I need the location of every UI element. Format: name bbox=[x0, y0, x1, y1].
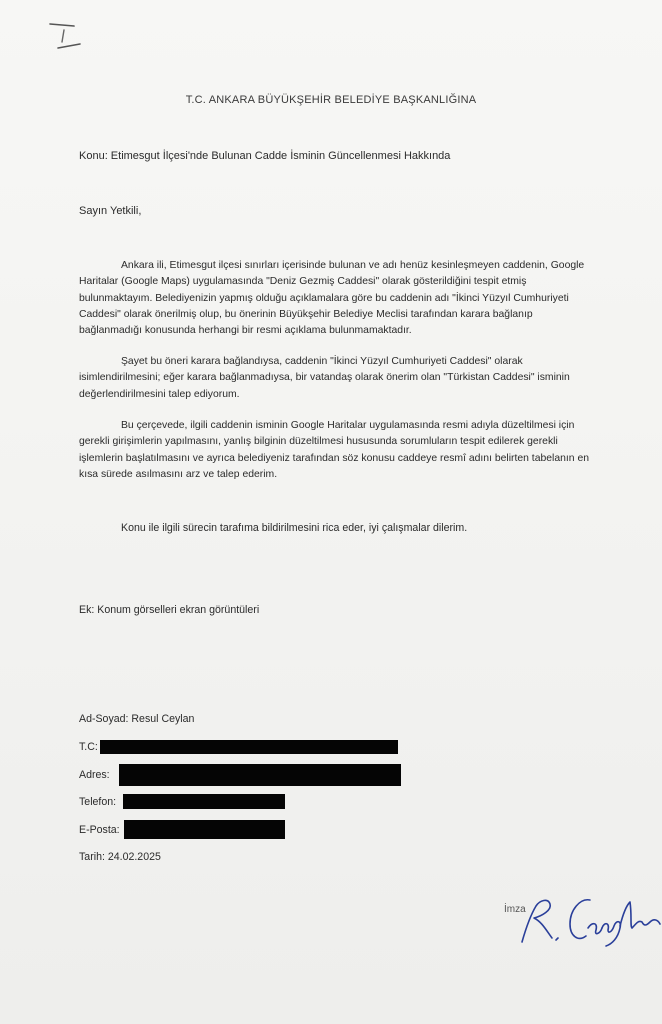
closing-line: Konu ile ilgili sürecin tarafıma bildirilmesini rica eder, iyi çalışmalar dilerim. bbox=[121, 522, 468, 534]
body-paragraph-2: Şayet bu öneri karara bağlandıysa, caddenin "İkinci Yüzyıl Cumhuriyeti Caddesi" olarak isimlendirilmesini; eğer karara bağlanmadıysa, bir vatandaş olarak önerim olan "Türkistan Caddesi" isminin değerlendirilmesini talep ediyorum. bbox=[79, 356, 570, 400]
redaction-bar-tc bbox=[100, 740, 398, 754]
attachment-note: Ek: Konum görselleri ekran görüntüleri bbox=[79, 604, 260, 616]
sender-name: Ad-Soyad: Resul Ceylan bbox=[79, 713, 195, 725]
pen-marks bbox=[44, 20, 84, 60]
salutation: Sayın Yetkili, bbox=[79, 205, 142, 217]
document-title: T.C. ANKARA BÜYÜKŞEHİR BELEDİYE BAŞKANLIĞINA bbox=[185, 94, 477, 106]
phone-label: Telefon: bbox=[79, 796, 117, 808]
address-label: Adres: bbox=[79, 769, 110, 781]
signature-label: İmza bbox=[504, 904, 526, 915]
body-paragraph-3: Bu çerçevede, ilgili caddenin isminin Google Haritalar uygulamasında resmi adıyla düzeltilmesi için gerekli girişimlerin yapılmasını, yanlış bilginin düzeltilmesi hususunda sorumluların tespit edilerek gerekli işlemlerin başlatılmasını ve ayrıca belediyeniz tarafından söz konusu caddeye resmî adını belirten tabelanın en kısa sürede asılmasını arz ve talep ederim. bbox=[79, 420, 590, 480]
handwritten-signature bbox=[512, 880, 662, 950]
subject-line: Konu: Etimesgut İlçesi'nde Bulunan Cadde İsminin Güncellenmesi Hakkında bbox=[79, 150, 451, 162]
email-label: E-Posta: bbox=[79, 824, 120, 836]
redaction-bar-email bbox=[124, 820, 285, 839]
redaction-bar-address bbox=[119, 764, 401, 786]
date-line: Tarih: 24.02.2025 bbox=[79, 851, 161, 863]
redaction-bar-phone bbox=[123, 794, 285, 809]
body-paragraph-1: Ankara ili, Etimesgut ilçesi sınırları içerisinde bulunan ve adı henüz kesinleşmeyen caddenin, Google Haritalar (Google Maps) uygulamasında "Deniz Gezmiş Caddesi" olarak gösterildiğini tespit etmiş bulunmaktayım. Belediyenizin yapmış olduğu açıklamalara göre bu caddenin adı "İkinci Yüzyıl Cumhuriyeti Caddesi" olarak önerilmiş olup, bu önerinin Büyükşehir Belediye Meclisi tarafından karara bağlanıp bağlanmadığı konusunda herhangi bir resmi açıklama bulunmamaktadır. bbox=[79, 260, 585, 337]
tc-label: T.C: bbox=[79, 741, 98, 753]
